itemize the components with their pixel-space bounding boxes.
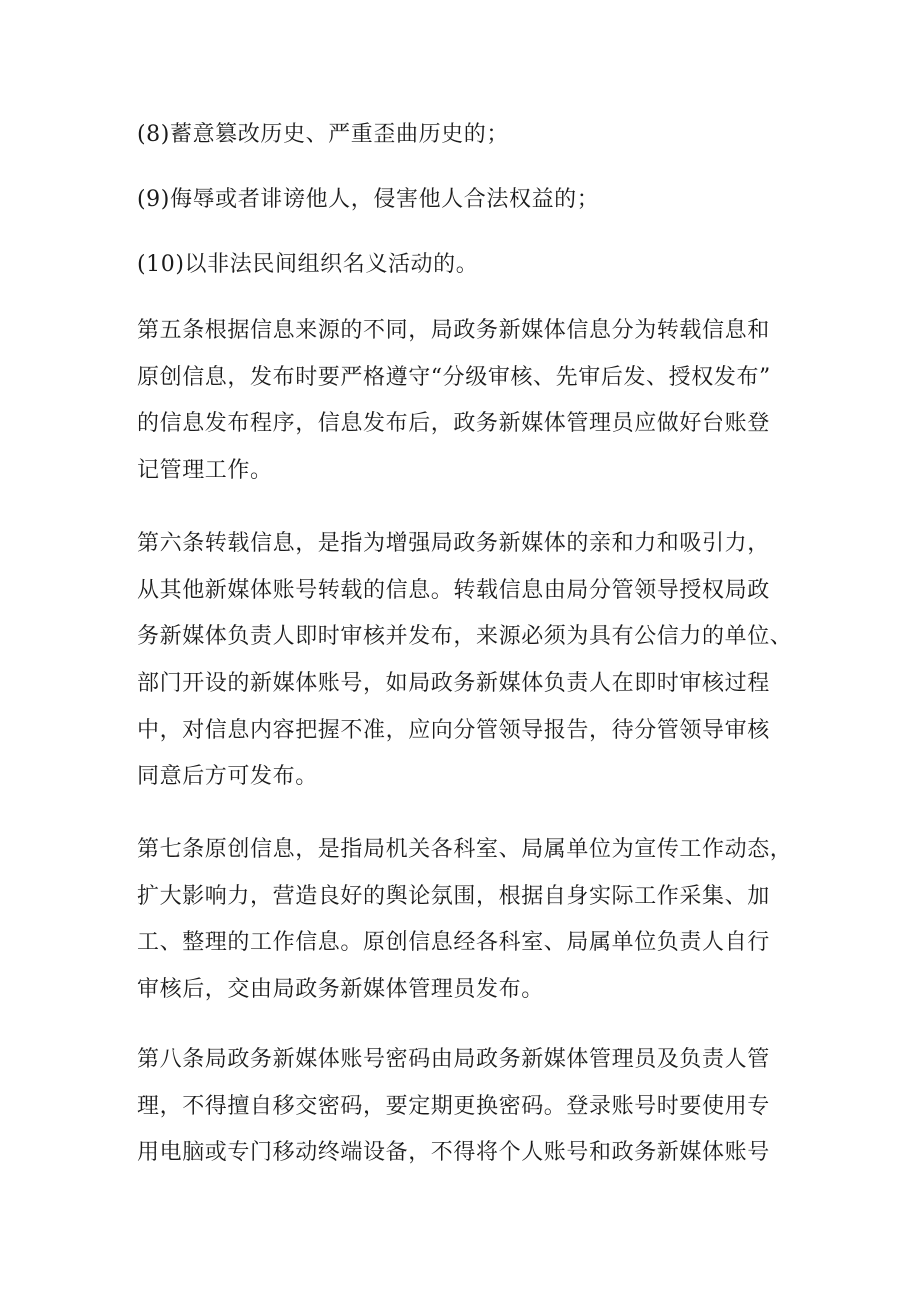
text-line: (10)以非法民间组织名义活动的。	[137, 252, 479, 277]
list-item-8	[137, 112, 837, 159]
text-line: 同意后方可发布。	[137, 764, 318, 790]
text-line: 第七条原创信息，是指局机关各科室、局属单位为宣传工作动态，	[137, 837, 793, 862]
text-line: 扩大影响力，营造良好的舆论氛围，根据自身实际工作采集、加	[137, 883, 770, 909]
text-line: 第六条转载信息，是指为增强局政务新媒体的亲和力和吸引力，	[137, 531, 770, 556]
article-5	[137, 308, 837, 495]
text-line: 的信息发布程序，信息发布后，政务新媒体管理员应做好台账登	[137, 411, 770, 437]
text-line: 第五条根据信息来源的不同，局政务新媒体信息分为转载信息和	[137, 318, 770, 343]
text-line: 理，不得擅自移交密码，要定期更换密码。登录账号时要使用专	[137, 1093, 770, 1119]
text-line: 务新媒体负责人即时审核并发布，来源必须为具有公信力的单位、	[137, 624, 793, 650]
text-line: 审核后，交由局政务新媒体管理员发布。	[137, 977, 544, 1003]
article-7	[137, 827, 837, 1014]
article-6	[137, 521, 837, 801]
article-8	[137, 1037, 837, 1177]
text-line: 从其他新媒体账号转载的信息。转载信息由局分管领导授权局政	[137, 577, 770, 603]
text-line: 部门开设的新媒体账号，如局政务新媒体负责人在即时审核过程	[137, 671, 770, 697]
text-line: (8)蓄意篡改历史、严重歪曲历史的；	[137, 122, 509, 147]
text-line: 工、整理的工作信息。原创信息经各科室、局属单位负责人自行	[137, 930, 770, 956]
list-item-10	[137, 242, 837, 289]
text-line: 用电脑或专门移动终端设备，不得将个人账号和政务新媒体账号	[137, 1140, 770, 1166]
text-line: 第八条局政务新媒体账号密码由局政务新媒体管理员及负责人管	[137, 1047, 770, 1072]
list-item-9	[137, 177, 837, 224]
text-line: (9)侮辱或者诽谤他人，侵害他人合法权益的；	[137, 187, 600, 212]
text-line: 原创信息，发布时要严格遵守“分级审核、先审后发、授权发布”	[137, 364, 771, 390]
text-line: 记管理工作。	[137, 458, 273, 484]
text-line: 中，对信息内容把握不准，应向分管领导报告，待分管领导审核	[137, 717, 770, 743]
